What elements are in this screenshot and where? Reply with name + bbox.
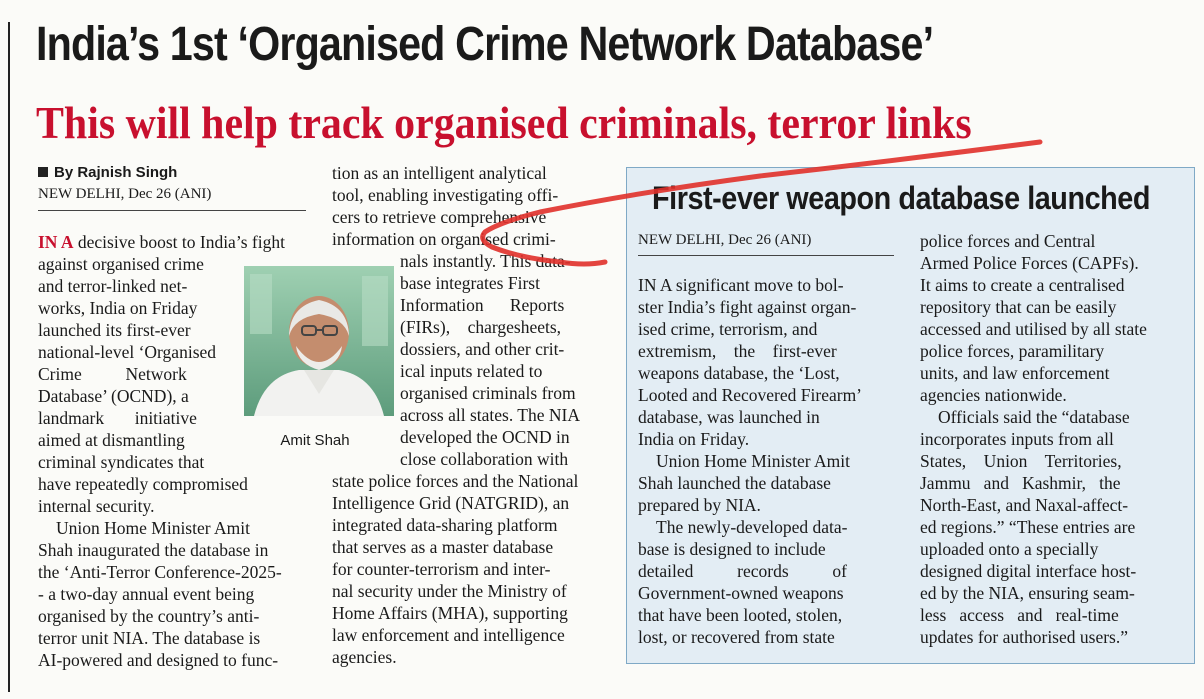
byline-text: By Rajnish Singh bbox=[54, 164, 178, 181]
text-line: Officials said the “database bbox=[938, 407, 1130, 427]
text-line: North-East, and Naxal-affect- bbox=[920, 495, 1129, 515]
text-line: updates for authorised users.” bbox=[920, 627, 1128, 647]
text-line: terror unit NIA. The database is bbox=[38, 628, 261, 648]
text-line: Union Home Minister Amit bbox=[56, 518, 250, 538]
text-line: Looted and Recovered Firearm’ bbox=[638, 385, 863, 405]
text-line: IN A decisive boost to India’s fight bbox=[38, 232, 285, 252]
photo-caption: Amit Shah bbox=[280, 432, 350, 449]
text-line: prepared by NIA. bbox=[638, 495, 761, 515]
column-rule bbox=[8, 22, 10, 692]
text-line: for counter-terrorism and inter- bbox=[332, 559, 551, 579]
text-line: nal security under the Ministry of bbox=[332, 581, 567, 601]
text-line: base integrates First bbox=[400, 273, 540, 293]
text-line: organised by the country’s anti- bbox=[38, 606, 260, 626]
text-line: tion as an intelligent analytical bbox=[332, 163, 547, 183]
text-line: have repeatedly compromised bbox=[38, 474, 248, 494]
text-line: base is designed to include bbox=[638, 539, 826, 559]
text-line: units, and law enforcement bbox=[920, 363, 1110, 383]
text-line: detailed records of bbox=[638, 561, 847, 581]
text-line: incorporates inputs from all bbox=[920, 429, 1114, 449]
headline: India’s 1st ‘Organised Crime Network Database’ bbox=[36, 18, 934, 71]
text-line: tool, enabling investigating offi- bbox=[332, 185, 559, 205]
text-line: internal security. bbox=[38, 496, 155, 516]
text-line: Database’ (OCND), a bbox=[38, 386, 189, 406]
text-line: the ‘Anti-Terror Conference-2025- bbox=[38, 562, 282, 582]
sidebar-dateline: NEW DELHI, Dec 26 (ANI) bbox=[638, 232, 812, 248]
text-line: organised criminals from bbox=[400, 383, 576, 403]
text-line: integrated data-sharing platform bbox=[332, 515, 558, 535]
text-line: law enforcement and intelligence bbox=[332, 625, 565, 645]
text-line: works, India on Friday bbox=[38, 298, 198, 318]
text-line: national-level ‘Organised bbox=[38, 342, 217, 362]
text-line: close collaboration with bbox=[400, 449, 569, 469]
text-line: weapons database, the ‘Lost, bbox=[638, 363, 840, 383]
subheadline: This will help track organised criminals, terror links bbox=[36, 97, 972, 148]
text-line: It aims to create a centralised bbox=[920, 275, 1125, 295]
bullet-square-icon bbox=[38, 167, 48, 177]
text-line: (FIRs), chargesheets, bbox=[400, 317, 562, 337]
sidebar-column-2 bbox=[920, 230, 1176, 648]
text-line: information on organised crimi- bbox=[332, 229, 556, 249]
text-line: criminal syndicates that bbox=[38, 452, 205, 472]
text-line: Armed Police Forces (CAPFs). bbox=[920, 253, 1139, 273]
text-line: dossiers, and other crit- bbox=[400, 339, 565, 359]
text-line: extremism, the first-ever bbox=[638, 341, 837, 361]
text-line: and terror-linked net- bbox=[38, 276, 188, 296]
text-line: police forces, paramilitary bbox=[920, 341, 1105, 361]
text-line: nals instantly. This data- bbox=[400, 251, 571, 271]
text-line: Jammu and Kashmir, the bbox=[920, 473, 1121, 493]
text-line: Home Affairs (MHA), supporting bbox=[332, 603, 568, 623]
text-line: landmark initiative bbox=[38, 408, 197, 428]
sidebar-dateline-rule bbox=[638, 255, 894, 256]
text-line: developed the OCND in bbox=[400, 427, 570, 447]
text-line: ed regions.” “These entries are bbox=[920, 517, 1136, 537]
text-line: state police forces and the National bbox=[332, 471, 579, 491]
text-line: accessed and utilised by all state bbox=[920, 319, 1147, 339]
text-line: ster India’s fight against organ- bbox=[638, 297, 857, 317]
text-line: launched its first-ever bbox=[38, 320, 191, 340]
text-line: ical inputs related to bbox=[400, 361, 543, 381]
text-line: Crime Network bbox=[38, 364, 187, 384]
text-line: ed by the NIA, ensuring seam- bbox=[920, 583, 1135, 603]
text-line: across all states. The NIA bbox=[400, 405, 580, 425]
sidebar-title: First-ever weapon database launched bbox=[652, 180, 1151, 216]
text-line: that have been looted, stolen, bbox=[638, 605, 843, 625]
text-line: police forces and Central bbox=[920, 231, 1096, 251]
text-line: Shah inaugurated the database in bbox=[38, 540, 269, 560]
text-line: India on Friday. bbox=[638, 429, 750, 449]
text-line: States, Union Territories, bbox=[920, 451, 1122, 471]
text-line: aimed at dismantling bbox=[38, 430, 185, 450]
text-line: less access and real-time bbox=[920, 605, 1119, 625]
text-line: agencies nationwide. bbox=[920, 385, 1067, 405]
dropin: IN A bbox=[38, 232, 74, 252]
byline-rule bbox=[38, 210, 306, 211]
text-line: uploaded onto a specially bbox=[920, 539, 1099, 559]
text-line: lost, or recovered from state bbox=[638, 627, 835, 647]
text-line: IN A significant move to bol- bbox=[638, 275, 844, 295]
text-line: AI-powered and designed to func- bbox=[38, 650, 279, 670]
text-line: repository that can be easily bbox=[920, 297, 1117, 317]
text-line: - a two-day annual event being bbox=[38, 584, 255, 604]
text-line: Intelligence Grid (NATGRID), an bbox=[332, 493, 570, 513]
byline bbox=[38, 164, 177, 181]
article-column-2 bbox=[332, 162, 600, 668]
text-line: agencies. bbox=[332, 647, 397, 667]
text-line: against organised crime bbox=[38, 254, 204, 274]
text-line: database, was launched in bbox=[638, 407, 820, 427]
text-line: Shah launched the database bbox=[638, 473, 831, 493]
text-line: Union Home Minister Amit bbox=[656, 451, 850, 471]
text-line: ised crime, terrorism, and bbox=[638, 319, 818, 339]
text-line: The newly-developed data- bbox=[656, 517, 848, 537]
dateline: NEW DELHI, Dec 26 (ANI) bbox=[38, 186, 212, 202]
text-line: cers to retrieve comprehensive bbox=[332, 207, 547, 227]
text-line: Government-owned weapons bbox=[638, 583, 844, 603]
sidebar-column-1 bbox=[638, 274, 894, 648]
text-line: Information Reports bbox=[400, 295, 565, 315]
text-line: designed digital interface host- bbox=[920, 561, 1137, 581]
text-line: that serves as a master database bbox=[332, 537, 554, 557]
